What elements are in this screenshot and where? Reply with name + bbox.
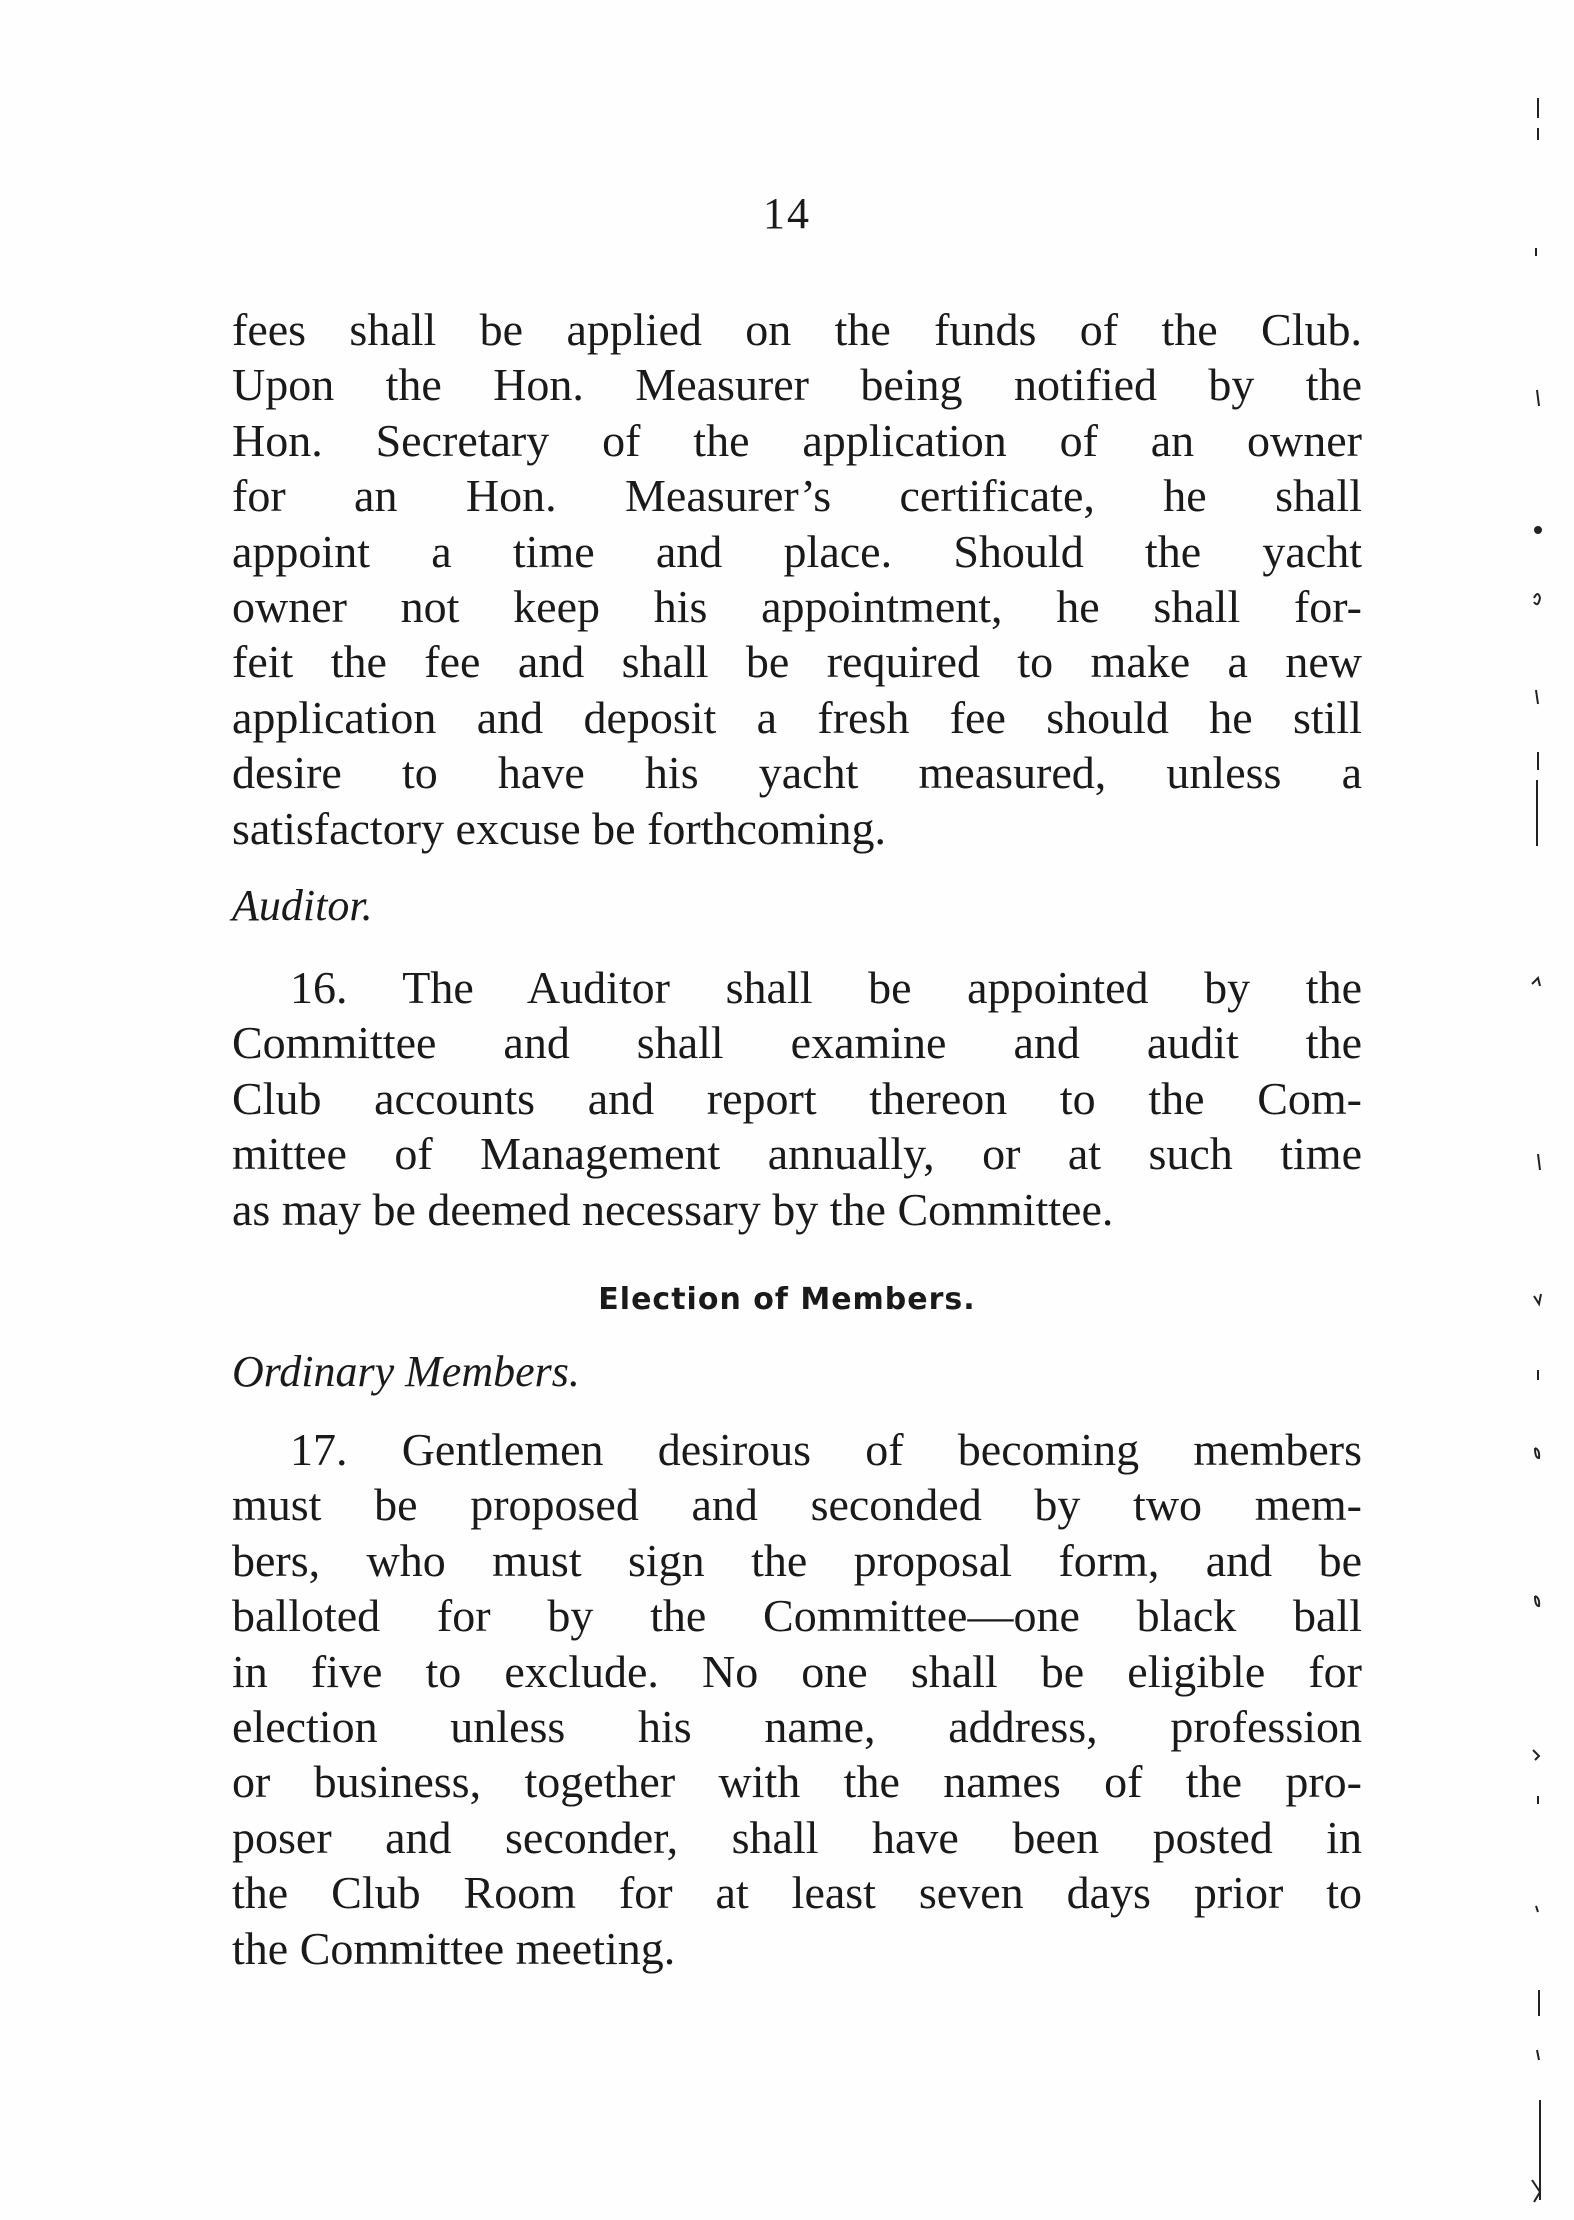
text-line: appoint a time and place. Should the yacht [232,525,1362,577]
text-line: owner not keep his appointment, he shall for- [232,580,1362,632]
text-line: application and deposit a fresh fee should he still [232,691,1362,743]
text-line: 17. Gentlemen desirous of becoming members [290,1424,1362,1475]
text-line: Hon. Secretary of the application of an owner [232,414,1362,466]
text-line: feit the fee and shall be required to make a new [232,636,1362,688]
text-line: balloted for by the Committee—one black ball [232,1590,1362,1642]
page-number: 14 [763,189,811,238]
text-line: Upon the Hon. Measurer being notified by the [232,359,1362,411]
text-line: as may be deemed necessary by the Committee. [232,1183,1114,1235]
text-line: must be proposed and seconded by two mem- [232,1479,1362,1531]
sidehead-ordinary-members: Ordinary Members. [232,1347,580,1396]
text-line: fees shall be applied on the funds of the Club. [232,304,1362,355]
text-line: Club accounts and report thereon to the Com- [232,1072,1362,1124]
text-line: the Committee meeting. [232,1922,676,1974]
text-line: Committee and shall examine and audit the [232,1017,1362,1069]
scan-edge-marks-graphic [1520,0,1574,2220]
scan-edge-artifacts [1520,0,1574,2220]
text-line: poser and seconder, shall have been posted in [232,1811,1362,1863]
text-line: satisfactory excuse be forthcoming. [232,802,886,854]
text-line: bers, who must sign the proposal form, and be [232,1534,1362,1586]
section-heading-election: Election of Members. [598,1282,976,1317]
text-line: election unless his name, address, profession [232,1700,1362,1752]
text-line: 16. The Auditor shall be appointed by the [290,962,1362,1013]
text-line: mittee of Management annually, or at such time [232,1128,1362,1180]
paragraph-measurer-fees [232,302,1362,856]
text-line: the Club Room for at least seven days prior to [232,1867,1362,1919]
text-line: for an Hon. Measurer’s certificate, he shall [232,470,1362,522]
paragraph-auditor [232,960,1362,1237]
sidehead-auditor: Auditor. [232,881,373,930]
paragraph-election [232,1422,1362,1976]
text-line: or business, together with the names of the pro- [232,1756,1362,1808]
text-line: desire to have his yacht measured, unless a [232,747,1362,799]
text-line: in five to exclude. No one shall be eligible for [232,1645,1362,1697]
